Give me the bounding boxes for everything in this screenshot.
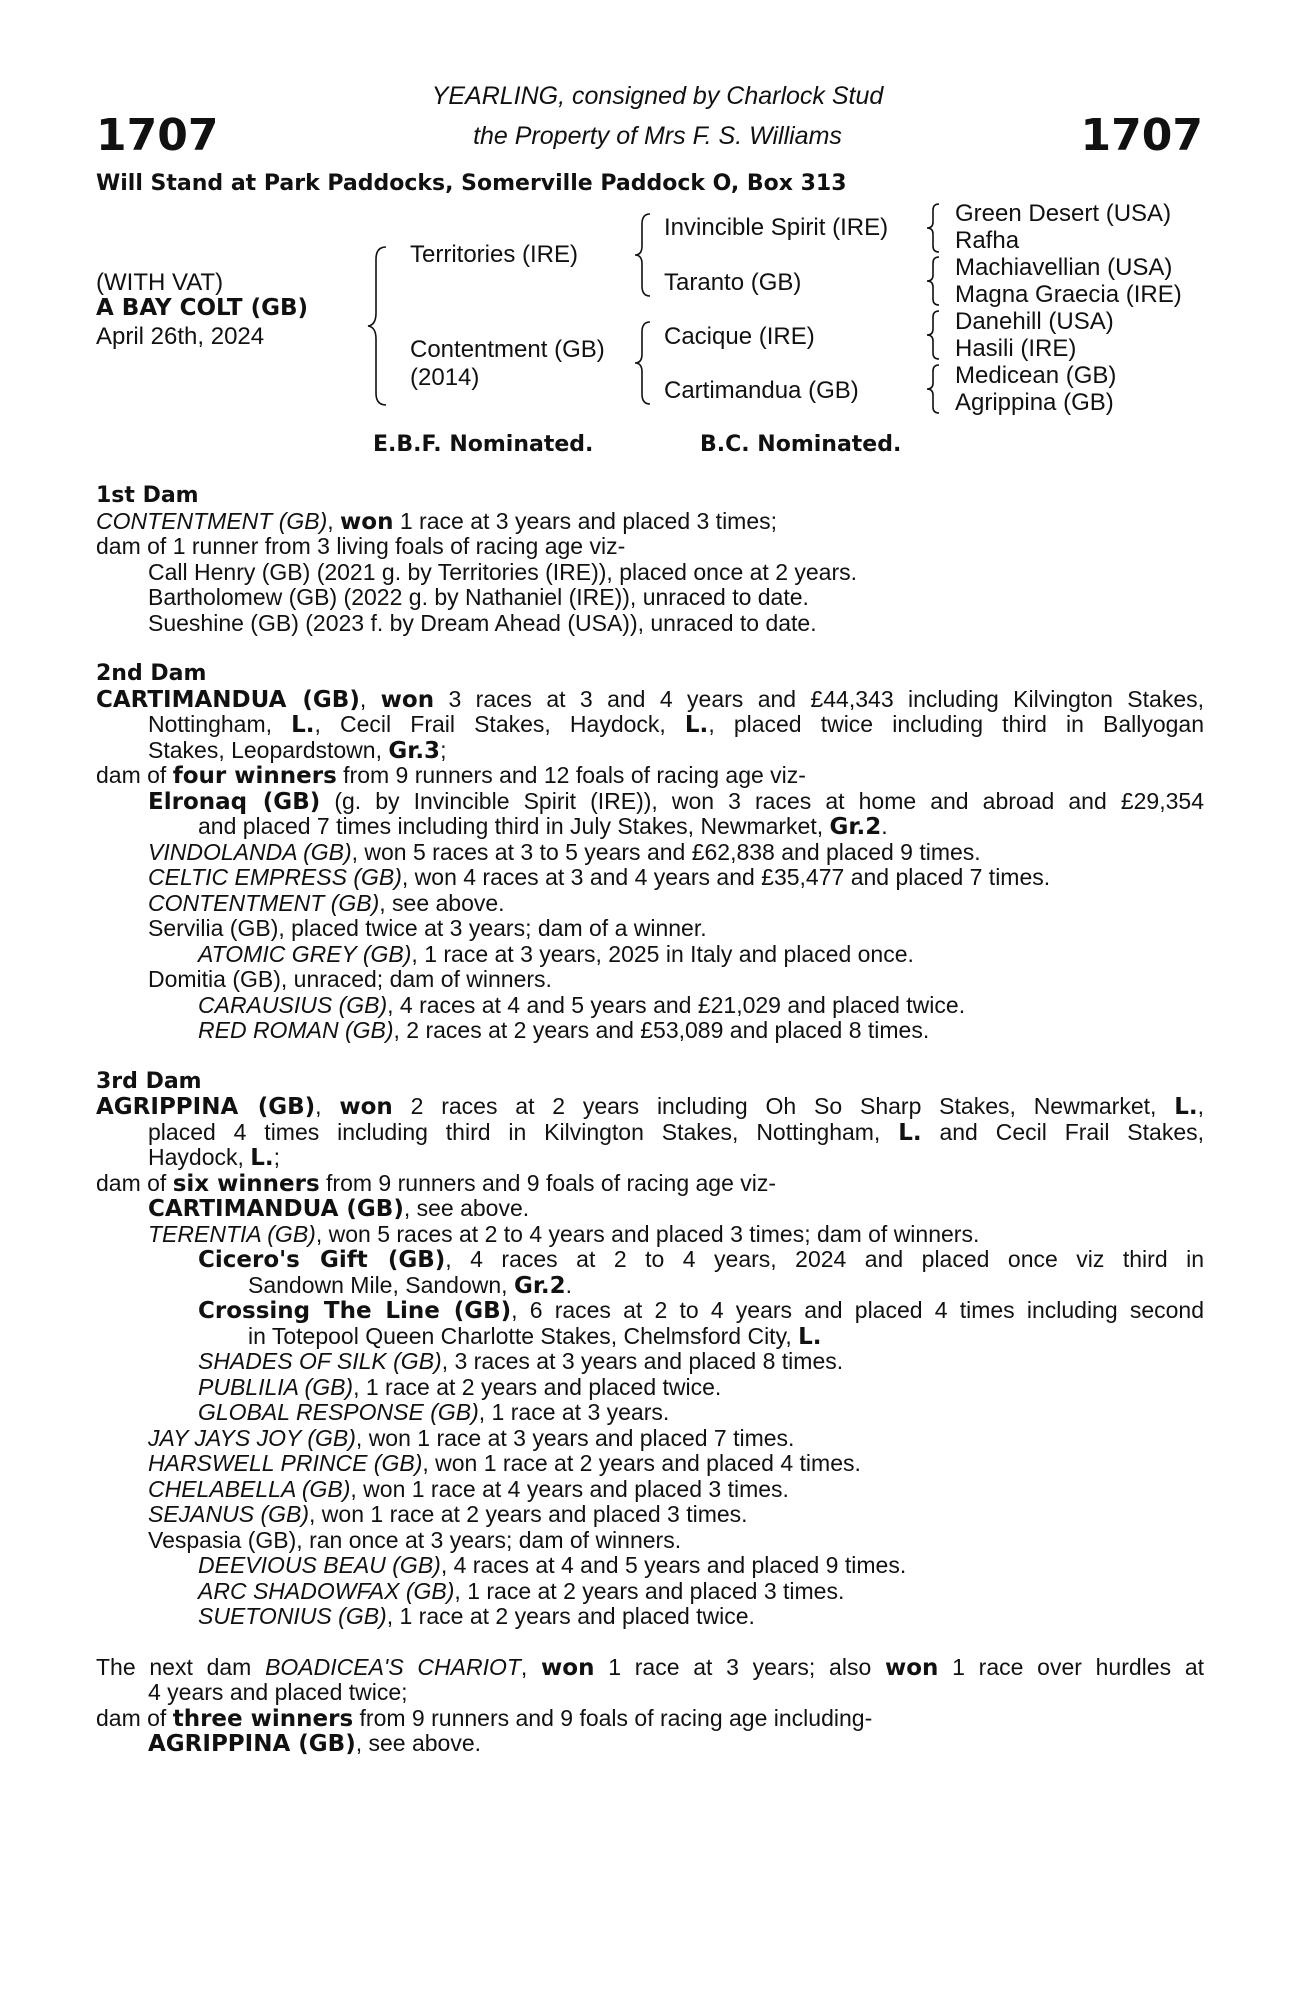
- horse-description: A BAY COLT (GB): [96, 295, 309, 321]
- grand-produce-item: SUETONIUS (GB), 1 race at 2 years and placed twice.: [198, 1603, 755, 1629]
- lot-number-right: 1707: [1080, 110, 1203, 161]
- third-dam-produce-intro: dam of six winners from 9 runners and 9 foals of racing age viz-: [96, 1169, 777, 1197]
- catalogue-body: [96, 483, 1204, 1757]
- pedigree-g3-rafha: Rafha: [955, 227, 1020, 254]
- grand-produce-item: ARC SHADOWFAX (GB), 1 race at 2 years and placed 3 times.: [198, 1577, 845, 1604]
- consignment-line-2: the Property of Mrs F. S. Williams: [473, 122, 842, 150]
- produce-item: Servilia (GB), placed twice at 3 years; dam of a winner.: [148, 915, 707, 941]
- next-dam-record-1: The next dam BOADICEA'S CHARIOT, won 1 race at 3 years; also won 1 race over hurdles at: [96, 1653, 1204, 1681]
- grand-produce-item: GLOBAL RESPONSE (GB), 1 race at 3 years.: [198, 1399, 670, 1425]
- vat-note: (WITH VAT): [96, 269, 224, 296]
- third-dam-record-3: Haydock, L.;: [148, 1144, 281, 1171]
- produce-item-cont: and placed 7 times including third in July Stakes, Newmarket, Gr.2.: [198, 813, 888, 840]
- produce-item: Vespasia (GB), ran once at 3 years; dam of winners.: [148, 1526, 682, 1553]
- second-dam-record-3: Stakes, Leopardstown, Gr.3;: [148, 736, 447, 764]
- pedigree-g3-medicean: Medicean (GB): [955, 362, 1117, 389]
- pedigree-brace-main: [364, 245, 394, 407]
- grand-produce-item: PUBLILIA (GB), 1 race at 2 years and placed twice.: [198, 1373, 722, 1400]
- produce-item: TERENTIA (GB), won 5 races at 2 to 4 years and placed 3 times; dam of winners.: [148, 1220, 980, 1247]
- produce-item: Bartholomew (GB) (2022 g. by Nathaniel (IRE)), unraced to date.: [148, 584, 809, 610]
- ebf-nominated: E.B.F. Nominated.: [373, 432, 594, 457]
- pedigree-sire-sire: Invincible Spirit (IRE): [664, 214, 889, 241]
- produce-item: CONTENTMENT (GB), see above.: [148, 889, 505, 916]
- grand-produce-item: DEEVIOUS BEAU (GB), 4 races at 4 and 5 years and placed 9 times.: [198, 1552, 907, 1578]
- lot-number-left: 1707: [96, 110, 219, 161]
- won-label: won: [340, 508, 394, 535]
- produce-item: SEJANUS (GB), won 1 race at 2 years and placed 3 times.: [148, 1501, 748, 1527]
- pedigree-dam: Contentment (GB): [410, 336, 605, 363]
- third-dam-record-2: placed 4 times including third in Kilvington Stakes, Nottingham, L. and Cecil Frail Stakes,: [148, 1118, 1204, 1146]
- second-dam-name: CARTIMANDUA (GB): [96, 686, 360, 713]
- produce-item: Elronaq (GB) (g. by Invincible Spirit (IRE)), won 3 races at home and abroad and £29,354: [148, 787, 1204, 815]
- next-dam-name: BOADICEA'S CHARIOT: [265, 1653, 521, 1680]
- pedigree-brace-g3-2: [924, 255, 944, 307]
- produce-item: HARSWELL PRINCE (GB), won 1 race at 2 years and placed 4 times.: [148, 1450, 861, 1476]
- grand-produce-item-cont: Sandown Mile, Sandown, Gr.2.: [248, 1271, 573, 1299]
- produce-item: VINDOLANDA (GB), won 5 races at 3 to 5 years and £62,838 and placed 9 times.: [148, 838, 981, 865]
- produce-item: Call Henry (GB) (2021 g. by Territories (IRE)), placed once at 2 years.: [148, 558, 858, 585]
- grand-produce-item: CARAUSIUS (GB), 4 races at 4 and 5 years and £21,029 and placed twice.: [198, 991, 966, 1018]
- produce-item: Domitia (GB), unraced; dam of winners.: [148, 966, 552, 992]
- first-dam-record: CONTENTMENT (GB), won 1 race at 3 years and placed 3 times;: [96, 507, 778, 535]
- pedigree-brace-g3-4: [924, 363, 944, 415]
- grand-produce-item-cont: in Totepool Queen Charlotte Stakes, Chelmsford City, L.: [248, 1322, 822, 1350]
- third-dam-record-1: AGRIPPINA (GB), won 2 races at 2 years including Oh So Sharp Stakes, Newmarket, L.,: [96, 1093, 1204, 1120]
- second-dam-record-1: CARTIMANDUA (GB), won 3 races at 3 and 4 years and £44,343 including Kilvington Stakes,: [96, 685, 1205, 713]
- third-dam-heading: 3rd Dam: [96, 1068, 202, 1094]
- bc-nominated: B.C. Nominated.: [700, 432, 902, 457]
- pedigree-g3-green-desert: Green Desert (USA): [955, 200, 1172, 227]
- next-dam-record-2: 4 years and placed twice;: [148, 1679, 408, 1705]
- pedigree-brace-sire: [632, 212, 656, 298]
- pedigree-g3-danehill: Danehill (USA): [955, 308, 1114, 335]
- produce-item: CHELABELLA (GB), won 1 race at 4 years and placed 3 times.: [148, 1475, 789, 1502]
- first-dam-name: CONTENTMENT (GB): [96, 507, 328, 534]
- pedigree-dam-year: (2014): [410, 364, 480, 391]
- produce-item: Sueshine (GB) (2023 f. by Dream Ahead (USA)), unraced to date.: [148, 609, 817, 636]
- grand-produce-item: ATOMIC GREY (GB), 1 race at 3 years, 2025 in Italy and placed once.: [198, 940, 914, 967]
- pedigree-g3-magna-graecia: Magna Graecia (IRE): [955, 281, 1182, 308]
- grand-produce-item: RED ROMAN (GB), 2 races at 2 years and £53,089 and placed 8 times.: [198, 1017, 930, 1043]
- stand-location: Will Stand at Park Paddocks, Somerville Paddock O, Box 313: [96, 171, 847, 196]
- produce-item: CELTIC EMPRESS (GB), won 4 races at 3 and 4 years and £35,477 and placed 7 times.: [148, 864, 1051, 890]
- pedigree-brace-g3-3: [924, 309, 944, 361]
- pedigree-brace-g3-1: [924, 202, 944, 254]
- third-dam-name: AGRIPPINA (GB): [96, 1094, 316, 1120]
- pedigree-sire-dam: Taranto (GB): [664, 269, 802, 296]
- second-dam-produce-intro: dam of four winners from 9 runners and 12 foals of racing age viz-: [96, 762, 806, 789]
- first-dam-heading: 1st Dam: [96, 483, 199, 508]
- pedigree-g3-machiavellian: Machiavellian (USA): [955, 254, 1173, 281]
- produce-item: AGRIPPINA (GB), see above.: [148, 1730, 482, 1757]
- pedigree-dam-dam: Cartimandua (GB): [664, 377, 859, 404]
- second-dam-heading: 2nd Dam: [96, 661, 207, 686]
- pedigree-dam-sire: Cacique (IRE): [664, 323, 815, 350]
- pedigree-brace-dam: [632, 320, 656, 406]
- produce-item: CARTIMANDUA (GB), see above.: [148, 1195, 530, 1222]
- next-dam-produce-intro: dam of three winners from 9 runners and 9 foals of racing age including-: [96, 1704, 873, 1732]
- grand-produce-item: SHADES OF SILK (GB), 3 races at 3 years and placed 8 times.: [198, 1348, 844, 1374]
- pedigree-g3-hasili: Hasili (IRE): [955, 335, 1077, 362]
- grand-produce-item: Cicero's Gift (GB), 4 races at 2 to 4 years, 2024 and placed once viz third in: [198, 1246, 1204, 1273]
- pedigree-g3-agrippina: Agrippina (GB): [955, 389, 1114, 416]
- first-dam-produce-intro: dam of 1 runner from 3 living foals of racing age viz-: [96, 533, 626, 559]
- grand-produce-item: Crossing The Line (GB), 6 races at 2 to 4 years and placed 4 times including second: [198, 1297, 1204, 1324]
- produce-item: JAY JAYS JOY (GB), won 1 race at 3 years and placed 7 times.: [148, 1424, 795, 1451]
- foaling-date: April 26th, 2024: [96, 323, 265, 350]
- pedigree-sire: Territories (IRE): [410, 241, 579, 268]
- second-dam-record-2: Nottingham, L., Cecil Frail Stakes, Haydock, L., placed twice including third in Ballyogan: [148, 711, 1204, 738]
- consignment-line-1: YEARLING, consigned by Charlock Stud: [431, 82, 884, 110]
